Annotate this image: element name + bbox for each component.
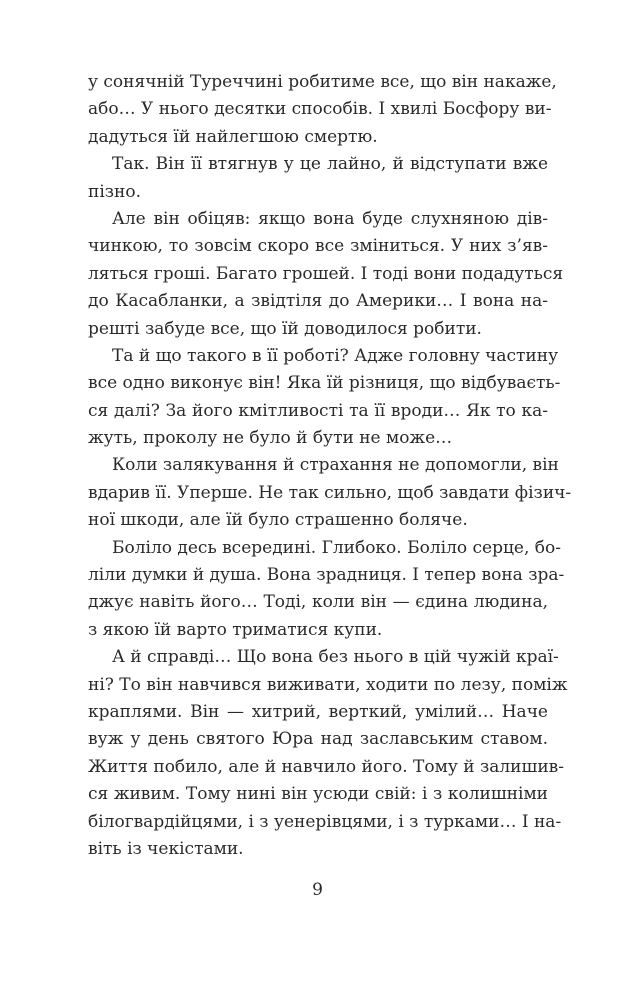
text-line: ліли думки й душа. Вона зрадниця. І тепер вона зра- [88, 565, 565, 586]
text-line: віть із чекістами. [88, 838, 244, 859]
text-line: ні? То він навчився виживати, ходити по лезу, поміж [88, 674, 568, 695]
text-line: у сонячній Туреччині робитиме все, що він накаже, [88, 72, 557, 92]
text-line: Та й що такого в її роботі? Адже головну частину [112, 345, 559, 366]
text-line: ся живим. Тому нині він усюди свій: і з колишніми [88, 784, 548, 805]
text-line: білогвардійцями, і з уенерівцями, і з турками… І на- [88, 811, 562, 832]
text-line: ся далі? За його кмітливості та її вроди… Як то ка- [88, 400, 548, 421]
text-line: жуть, проколу не було й бути не може… [88, 428, 453, 449]
text-line: ної шкоди, але їй було страшенно боляче. [88, 510, 468, 531]
text-line: до Касабланки, а звідтіля до Америки… І вона на- [88, 291, 548, 312]
text-line: або… У нього десятки способів. І хвилі Босфору ви- [88, 99, 552, 120]
text-line: ляться гроші. Багато грошей. І тоді вони подадуться [88, 263, 564, 284]
text-line: вдарив її. Уперше. Не так сильно, щоб завдати фізич- [88, 482, 572, 503]
text-line: чинкою, то зовсім скоро все зміниться. У них з’яв- [88, 236, 548, 257]
text-line: Коли залякування й страхання не допомогли, він [112, 455, 559, 476]
body-text [88, 69, 572, 863]
text-line: Але він обіцяв: якщо вона буде слухняною дів- [112, 208, 548, 229]
text-line: Боліло десь всередині. Глибоко. Боліло серце, бо- [112, 537, 561, 558]
text-line: краплями. Він — хитрий, верткий, умілий… Наче [88, 701, 548, 722]
text-line: вуж у день святого Юра над заславським ставом. [88, 729, 548, 750]
text-line: джує навіть його… Тоді, коли він — єдина людина, [88, 592, 548, 613]
text-line: Життя побило, але й навчило його. Тому й залишив- [88, 756, 564, 777]
text-line: з якою їй варто триматися купи. [88, 619, 383, 640]
text-line: все одно виконує він! Яка їй різниця, що відбуваєть- [88, 373, 561, 394]
text-line: решті забуде все, що їй доводилося робити. [88, 318, 482, 339]
text-line: пізно. [88, 181, 142, 202]
page-number: 9 [312, 880, 323, 900]
text-line: дадуться їй найлегшою смертю. [88, 126, 378, 147]
text-line: А й справді… Що вона без нього в цій чужій краї- [112, 647, 559, 668]
text-line: Так. Він її втягнув у це лайно, й відступати вже [112, 154, 548, 175]
